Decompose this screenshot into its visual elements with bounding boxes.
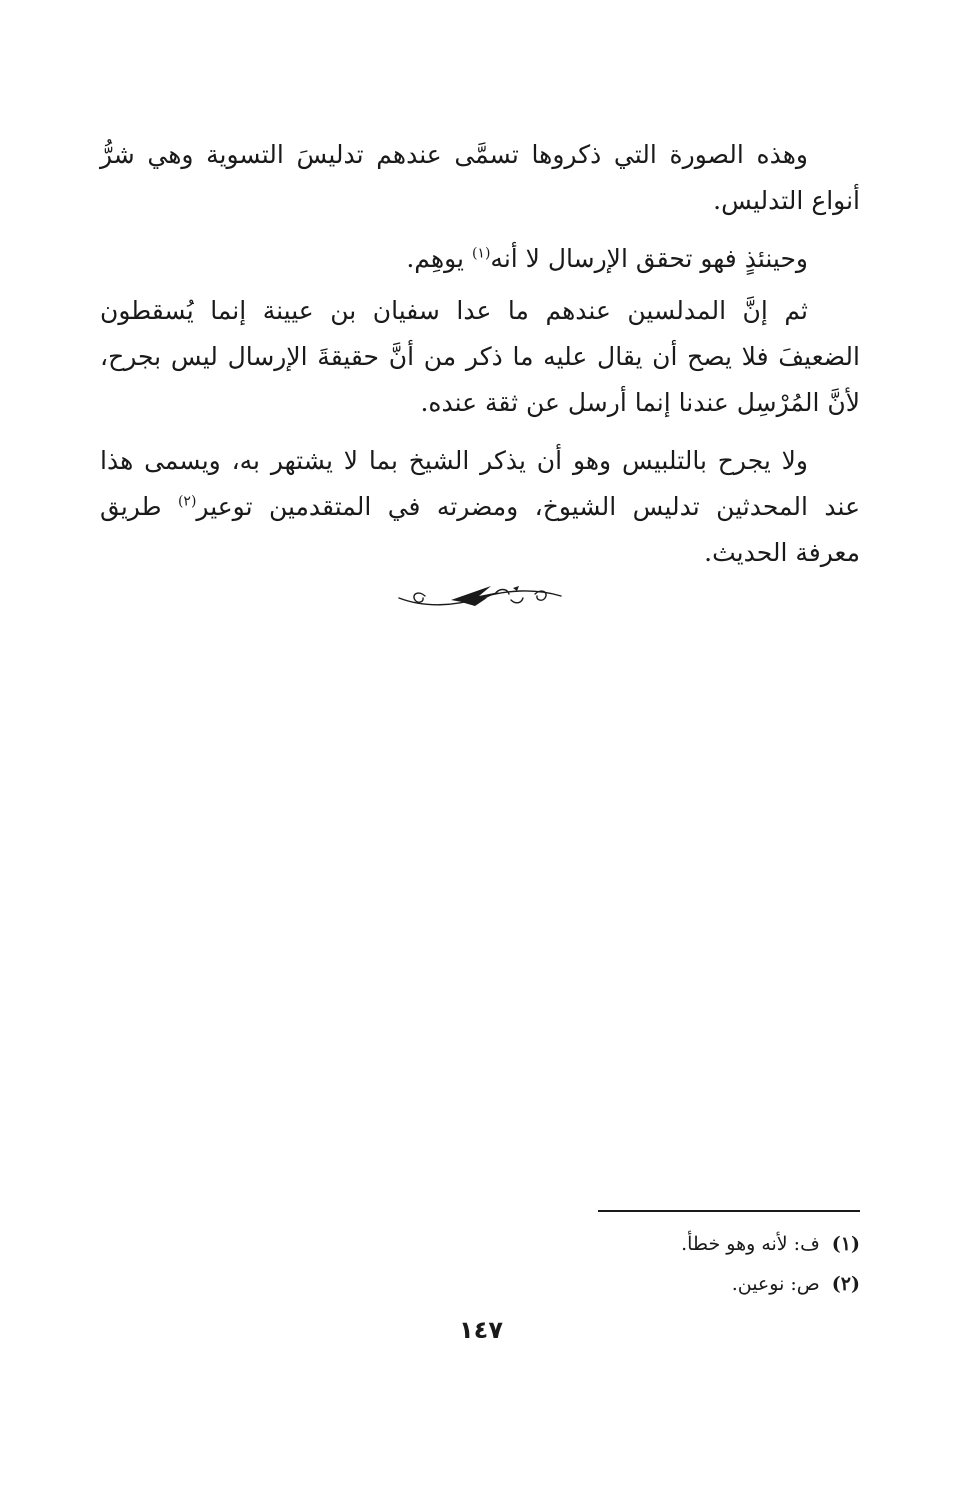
paragraph-4-text-after: طريق معرفة الحديث. xyxy=(100,492,860,567)
paragraph-1 xyxy=(100,132,860,224)
footnotes xyxy=(560,1224,860,1304)
main-text xyxy=(100,132,860,588)
footnote-2-text: ص: نوعين. xyxy=(731,1273,820,1295)
footnote-divider xyxy=(598,1210,860,1212)
footnote-2-number: (٢) xyxy=(831,1273,860,1295)
paragraph-3 xyxy=(100,288,860,426)
footnote-1 xyxy=(560,1224,860,1264)
paragraph-2-text-before: وحينئذٍ فهو تحقق الإرسال لا أنه xyxy=(490,244,808,273)
paragraph-1-text: وهذه الصورة التي ذكروها تسمَّى عندهم تدليسَ التسوية وهي شرُّ أنواع التدليس. xyxy=(100,140,860,215)
floral-divider-ornament-icon xyxy=(395,578,565,614)
footnote-ref-2: (٢) xyxy=(177,493,197,510)
paragraph-4-text-before: ولا يجرح بالتلبيس وهو أن يذكر الشيخ بما لا يشتهر به، ويسمى هذا عند المحدثين تدليس الشيوخ، ومضرته في المتقدمين توعير xyxy=(100,446,860,521)
paragraph-2 xyxy=(100,236,860,282)
paragraph-3-text: ثم إنَّ المدلسين عندهم ما عدا سفيان بن عيينة إنما يُسقطون الضعيفَ فلا يصح أن يقال عليه ما ذكر من أنَّ حقيقةَ الإرسال ليس بجرح، لأنَّ المُرْسِل عندنا إنما أرسل عن ثقة عنده. xyxy=(100,296,860,417)
paragraph-2-text-after: يوهِم. xyxy=(406,244,472,273)
footnote-ref-1: (١) xyxy=(471,245,491,262)
paragraph-4 xyxy=(100,438,860,576)
footnote-1-text: ف: لأنه وهو خطأ. xyxy=(681,1233,820,1255)
footnote-1-number: (١) xyxy=(831,1233,860,1255)
footnote-2 xyxy=(560,1264,860,1304)
page-number: ١٤٧ xyxy=(459,1316,503,1344)
